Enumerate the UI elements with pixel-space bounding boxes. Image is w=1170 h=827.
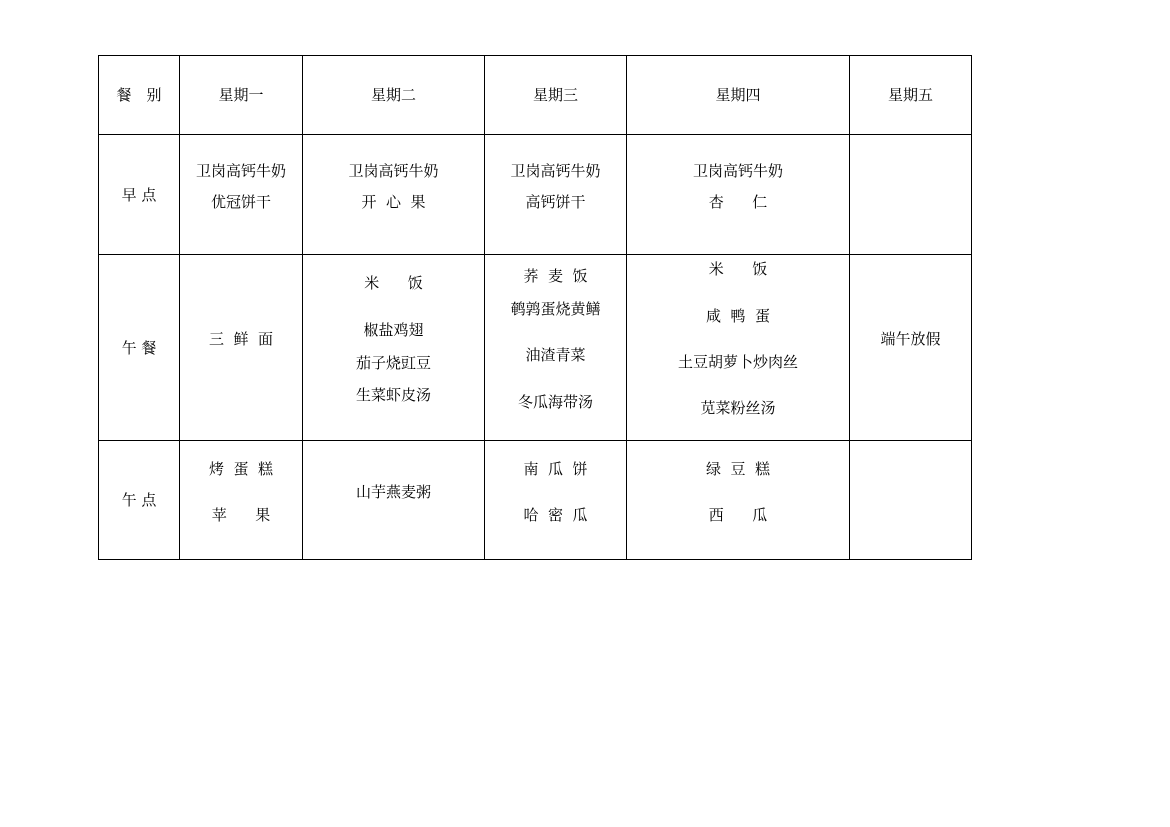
- menu-item: 苋菜粉丝汤: [700, 399, 776, 417]
- menu-item: 苹 果: [211, 506, 271, 524]
- menu-cell: [485, 135, 627, 255]
- menu-cell: [303, 441, 485, 560]
- meal-label-morning-snack: 早 点: [99, 135, 180, 255]
- menu-cell: [303, 255, 485, 441]
- menu-item: 卫岗高钙牛奶: [510, 162, 601, 180]
- menu-cell: [627, 135, 850, 255]
- menu-item: 生菜虾皮汤: [355, 386, 431, 404]
- menu-item: 土豆胡萝卜炒肉丝: [677, 353, 798, 371]
- menu-item: 咸 鸭 蛋: [705, 307, 771, 325]
- meal-label-lunch: 午 餐: [99, 255, 180, 441]
- menu-cell-empty: [850, 135, 972, 255]
- menu-item: 杏 仁: [708, 193, 768, 211]
- menu-item: 烤 蛋 糕: [208, 460, 274, 478]
- menu-item: 冬瓜海带汤: [517, 393, 593, 411]
- weekly-menu-table: [98, 55, 972, 560]
- menu-cell: [485, 255, 627, 441]
- menu-item: 绿 豆 糕: [705, 460, 771, 478]
- header-row: [99, 56, 972, 135]
- table-row: [99, 441, 972, 560]
- menu-item: 鹌鹑蛋烧黄鳝: [510, 300, 601, 318]
- meal-label-afternoon-snack: 午 点: [99, 441, 180, 560]
- menu-item: 卫岗高钙牛奶: [692, 162, 783, 180]
- menu-item: 荞 麦 饭: [523, 267, 588, 285]
- menu-item: 油渣青菜: [525, 346, 586, 364]
- menu-item: 西 瓜: [708, 506, 768, 524]
- menu-item: 南 瓜 饼: [523, 460, 588, 478]
- menu-cell: [627, 441, 850, 560]
- menu-cell: [180, 135, 303, 255]
- menu-item: 优冠饼干: [210, 193, 271, 211]
- menu-item: 哈 密 瓜: [523, 506, 588, 524]
- menu-item: 茄子烧豇豆: [355, 354, 431, 372]
- table-row: [99, 135, 972, 255]
- header-tuesday: 星期二: [303, 56, 485, 135]
- menu-item: 三 鲜 面: [208, 330, 274, 348]
- menu-item: 开 心 果: [361, 193, 426, 211]
- menu-cell: [180, 441, 303, 560]
- header-friday: 星期五: [850, 56, 972, 135]
- holiday-note: 端午放假: [880, 330, 941, 348]
- menu-item: 卫岗高钙牛奶: [348, 162, 439, 180]
- menu-cell: [303, 135, 485, 255]
- menu-cell-empty: [850, 441, 972, 560]
- menu-cell: [627, 255, 850, 441]
- menu-cell: [850, 255, 972, 441]
- menu-cell: [485, 441, 627, 560]
- menu-cell: [180, 255, 303, 441]
- table-row: [99, 255, 972, 441]
- menu-item: 椒盐鸡翅: [363, 321, 424, 339]
- menu-item: 米 饭: [708, 260, 768, 278]
- header-wednesday: 星期三: [485, 56, 627, 135]
- menu-item: 山芋燕麦粥: [355, 483, 431, 501]
- header-thursday: 星期四: [627, 56, 850, 135]
- menu-item: 米 饭: [364, 274, 423, 292]
- menu-item: 卫岗高钙牛奶: [195, 162, 286, 180]
- menu-item: 高钙饼干: [525, 193, 586, 211]
- header-monday: 星期一: [180, 56, 303, 135]
- header-meal-type: 餐 别: [99, 56, 180, 135]
